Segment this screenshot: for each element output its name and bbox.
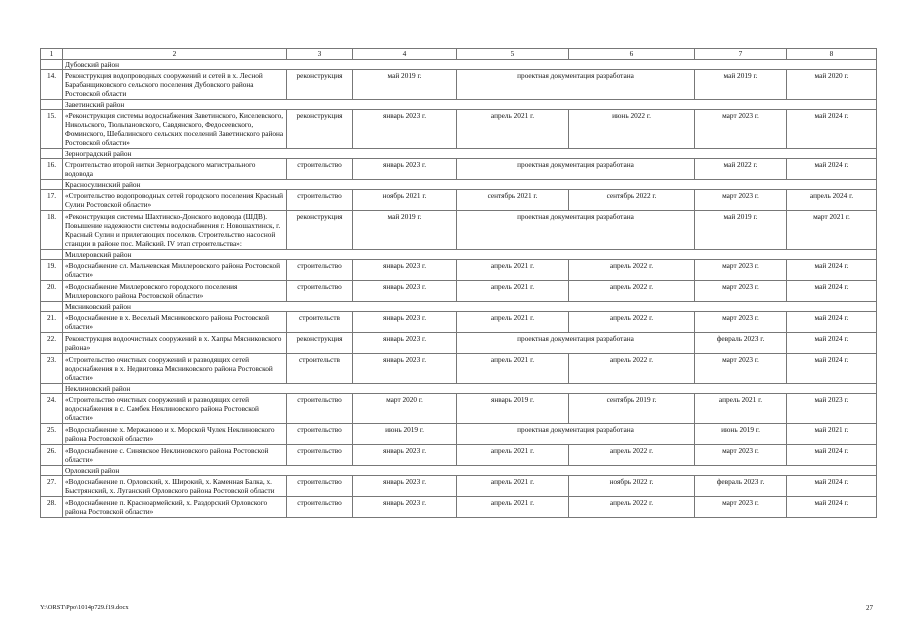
cell-c8: май 2024 г. [787, 354, 877, 384]
header-cell: 1 [41, 49, 63, 60]
cell-name: Реконструкция водоочистных сооружений в х. Хапры Мясниковского района» [63, 333, 287, 354]
cell-num: 27. [41, 476, 63, 497]
cell-c8: май 2024 г. [787, 110, 877, 149]
cell-c6: сентябрь 2019 г. [569, 394, 695, 424]
cell-type: строительство [287, 394, 353, 424]
cell-num: 15. [41, 110, 63, 149]
cell-merged: проектная документация разработана [457, 159, 695, 180]
cell-district: Орловский район [63, 466, 877, 476]
district-row [41, 180, 877, 190]
cell-name: Реконструкция водопроводных сооружений и сетей в х. Лесной Барабанщиковского сельского поселения Дубовского района Ростовской области [63, 70, 287, 100]
cell-c4: ноябрь 2021 г. [353, 190, 457, 211]
table-row [41, 394, 877, 424]
district-row [41, 149, 877, 159]
cell-type: строительств [287, 312, 353, 333]
header-cell: 3 [287, 49, 353, 60]
cell-num: 28. [41, 497, 63, 518]
cell-num: 19. [41, 260, 63, 281]
cell-c4: январь 2023 г. [353, 445, 457, 466]
table-row [41, 70, 877, 100]
cell-merged: проектная документация разработана [457, 424, 695, 445]
cell-c7: март 2023 г. [695, 354, 787, 384]
cell-district: Красносулинский район [63, 180, 877, 190]
cell-c7: апрель 2021 г. [695, 394, 787, 424]
cell-c4: январь 2023 г. [353, 110, 457, 149]
empty-cell [41, 250, 63, 260]
cell-c6: сентябрь 2022 г. [569, 190, 695, 211]
cell-c7: июнь 2019 г. [695, 424, 787, 445]
cell-c7: март 2023 г. [695, 497, 787, 518]
cell-c7: май 2022 г. [695, 159, 787, 180]
cell-num: 23. [41, 354, 63, 384]
cell-name: «Водоснабжение п. Орловский, х. Широкий, х. Каменная Балка, х. Быстрянский, х. Луганский Орловского района Ростовской области [63, 476, 287, 497]
cell-merged: проектная документация разработана [457, 333, 695, 354]
cell-c6: апрель 2022 г. [569, 281, 695, 302]
cell-district: Миллеровский район [63, 250, 877, 260]
cell-c5: апрель 2021 г. [457, 354, 569, 384]
cell-c6: апрель 2022 г. [569, 445, 695, 466]
cell-type: строительство [287, 260, 353, 281]
cell-c8: март 2021 г. [787, 211, 877, 250]
cell-num: 25. [41, 424, 63, 445]
cell-c4: январь 2023 г. [353, 159, 457, 180]
cell-num: 26. [41, 445, 63, 466]
header-cell: 8 [787, 49, 877, 60]
header-cell: 6 [569, 49, 695, 60]
cell-c6: июнь 2022 г. [569, 110, 695, 149]
table-row [41, 333, 877, 354]
cell-c7: март 2023 г. [695, 445, 787, 466]
cell-c5: апрель 2021 г. [457, 476, 569, 497]
cell-type: реконструкция [287, 333, 353, 354]
cell-c4: январь 2023 г. [353, 281, 457, 302]
cell-name: Строительство второй нитки Зерноградского магистрального водовода [63, 159, 287, 180]
table-row [41, 159, 877, 180]
cell-type: строительство [287, 281, 353, 302]
cell-c5: сентябрь 2021 г. [457, 190, 569, 211]
district-row [41, 60, 877, 70]
table-row [41, 354, 877, 384]
cell-type: строительство [287, 159, 353, 180]
district-row [41, 302, 877, 312]
cell-type: строительство [287, 445, 353, 466]
table-row [41, 424, 877, 445]
cell-c6: апрель 2022 г. [569, 497, 695, 518]
cell-name: «Водоснабжение Миллеровского городского поселения Миллеровского района Ростовской области» [63, 281, 287, 302]
cell-num: 16. [41, 159, 63, 180]
cell-num: 22. [41, 333, 63, 354]
cell-c8: май 2021 г. [787, 424, 877, 445]
cell-c6: апрель 2022 г. [569, 312, 695, 333]
cell-c7: март 2023 г. [695, 260, 787, 281]
cell-name: «Строительство очистных сооружений и разводящих сетей водоснабжения в с. Самбек Неклиновского района Ростовской области» [63, 394, 287, 424]
cell-c4: январь 2023 г. [353, 354, 457, 384]
table-row [41, 312, 877, 333]
header-cell: 7 [695, 49, 787, 60]
cell-c7: март 2023 г. [695, 110, 787, 149]
cell-name: «Строительство водопроводных сетей городского поселения Красный Сулин Ростовской области» [63, 190, 287, 211]
cell-c7: февраль 2023 г. [695, 333, 787, 354]
cell-name: «Реконструкция системы водоснабжения Заветинского, Киселевского, Никольского, Тюльпановского, Савдянского, Федосеевского, Фоминского, Шебалинского сельских поселений Заветинского района Ростовской области» [63, 110, 287, 149]
cell-c7: март 2023 г. [695, 312, 787, 333]
file-path: Y:\ORST\Ppo\1014p729.f19.docx [40, 604, 129, 611]
empty-cell [41, 302, 63, 312]
cell-type: строительство [287, 424, 353, 445]
empty-cell [41, 60, 63, 70]
cell-type: реконструкция [287, 211, 353, 250]
table-row [41, 445, 877, 466]
cell-c5: апрель 2021 г. [457, 110, 569, 149]
table-row [41, 281, 877, 302]
cell-name: «Водоснабжение в х. Веселый Мясниковского района Ростовской области» [63, 312, 287, 333]
projects-table [40, 48, 877, 518]
cell-num: 20. [41, 281, 63, 302]
cell-c4: май 2019 г. [353, 211, 457, 250]
cell-name: «Строительство очистных сооружений и разводящих сетей водоснабжения в х. Недвиговка Мясниковского района Ростовской области» [63, 354, 287, 384]
cell-c8: май 2024 г. [787, 260, 877, 281]
cell-c7: март 2023 г. [695, 190, 787, 211]
table-row [41, 110, 877, 149]
cell-type: строительств [287, 354, 353, 384]
cell-c8: май 2024 г. [787, 281, 877, 302]
empty-cell [41, 466, 63, 476]
cell-c8: май 2024 г. [787, 497, 877, 518]
empty-cell [41, 180, 63, 190]
table-row [41, 476, 877, 497]
cell-name: «Водоснабжение с. Синявское Неклиновского района Ростовской области» [63, 445, 287, 466]
cell-district: Зерноградский район [63, 149, 877, 159]
cell-c8: май 2024 г. [787, 159, 877, 180]
district-row [41, 100, 877, 110]
cell-c4: июнь 2019 г. [353, 424, 457, 445]
empty-cell [41, 100, 63, 110]
page-number: 27 [866, 604, 873, 612]
cell-c4: январь 2023 г. [353, 333, 457, 354]
cell-c4: январь 2023 г. [353, 312, 457, 333]
cell-num: 18. [41, 211, 63, 250]
empty-cell [41, 384, 63, 394]
cell-c8: апрель 2024 г. [787, 190, 877, 211]
cell-type: строительство [287, 497, 353, 518]
cell-merged: проектная документация разработана [457, 70, 695, 100]
table-row [41, 190, 877, 211]
cell-c4: январь 2023 г. [353, 260, 457, 281]
cell-num: 17. [41, 190, 63, 211]
cell-c4: март 2020 г. [353, 394, 457, 424]
cell-type: реконструкция [287, 70, 353, 100]
empty-cell [41, 149, 63, 159]
district-row [41, 384, 877, 394]
cell-c4: январь 2023 г. [353, 476, 457, 497]
cell-c8: май 2024 г. [787, 445, 877, 466]
cell-c5: апрель 2021 г. [457, 260, 569, 281]
header-cell: 5 [457, 49, 569, 60]
cell-c7: март 2023 г. [695, 281, 787, 302]
cell-c7: май 2019 г. [695, 211, 787, 250]
table-row [41, 260, 877, 281]
table-row [41, 497, 877, 518]
header-cell: 4 [353, 49, 457, 60]
cell-num: 21. [41, 312, 63, 333]
cell-type: строительство [287, 190, 353, 211]
cell-c6: апрель 2022 г. [569, 260, 695, 281]
cell-district: Дубовский район [63, 60, 877, 70]
cell-c8: май 2024 г. [787, 312, 877, 333]
cell-c7: май 2019 г. [695, 70, 787, 100]
cell-c5: апрель 2021 г. [457, 312, 569, 333]
cell-type: строительство [287, 476, 353, 497]
cell-type: реконструкция [287, 110, 353, 149]
cell-c5: апрель 2021 г. [457, 497, 569, 518]
cell-c4: май 2019 г. [353, 70, 457, 100]
cell-district: Неклиновский район [63, 384, 877, 394]
cell-c8: май 2023 г. [787, 394, 877, 424]
district-row [41, 250, 877, 260]
cell-c8: май 2024 г. [787, 333, 877, 354]
cell-num: 24. [41, 394, 63, 424]
cell-c5: апрель 2021 г. [457, 445, 569, 466]
cell-district: Мясниковский район [63, 302, 877, 312]
district-row [41, 466, 877, 476]
cell-c8: май 2020 г. [787, 70, 877, 100]
cell-name: «Реконструкция системы Шахтинско-Донского водовода (ШДВ). Повышение надежности системы водоснабжения г. Новошахтинск, г. Красный Сулин и прилегающих поселков. Строительство насосной станции в районе пос. Майский. IV этап строительства»: [63, 211, 287, 250]
cell-c5: апрель 2021 г. [457, 281, 569, 302]
cell-num: 14. [41, 70, 63, 100]
cell-c7: февраль 2023 г. [695, 476, 787, 497]
table-row [41, 211, 877, 250]
cell-name: «Водоснабжение х. Мержаново и х. Морской Чулек Неклиновского района Ростовской области» [63, 424, 287, 445]
cell-c6: ноябрь 2022 г. [569, 476, 695, 497]
header-row [41, 49, 877, 60]
cell-c5: январь 2019 г. [457, 394, 569, 424]
header-cell: 2 [63, 49, 287, 60]
cell-name: «Водоснабжение сл. Мальчевская Миллеровского района Ростовской области» [63, 260, 287, 281]
cell-c4: январь 2023 г. [353, 497, 457, 518]
cell-district: Заветинский район [63, 100, 877, 110]
cell-c8: май 2024 г. [787, 476, 877, 497]
cell-c6: апрель 2022 г. [569, 354, 695, 384]
cell-name: «Водоснабжение п. Красноармейский, х. Раздорский Орловского района Ростовской области» [63, 497, 287, 518]
cell-merged: проектная документация разработана [457, 211, 695, 250]
